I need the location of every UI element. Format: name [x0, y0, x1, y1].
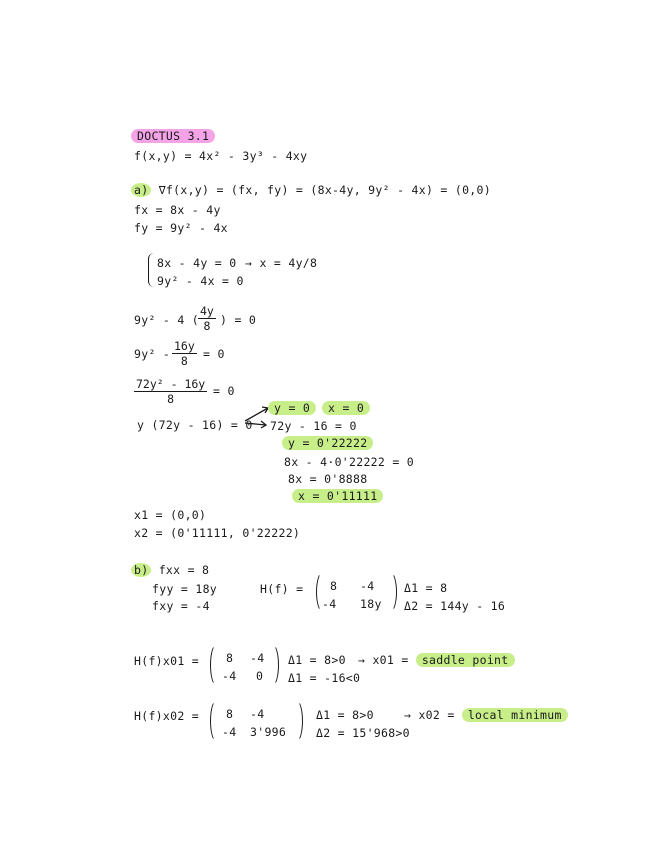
hessian-right-paren: [384, 572, 397, 612]
hessian-m11: 8: [330, 579, 338, 593]
branch-1-x: [322, 401, 370, 415]
hessian-x02-result: [404, 708, 568, 722]
part-b-label: b): [131, 563, 151, 577]
part-a-label: a): [131, 183, 151, 197]
part-b-line: [131, 563, 209, 577]
hessian-m21: -4: [322, 597, 337, 611]
system-eq-2: 9y² - 4x = 0: [157, 274, 244, 288]
x-equation-2: 8x = 0'8888: [288, 472, 368, 486]
hessian-x02-right-paren: [290, 700, 303, 742]
x-value: [292, 489, 383, 503]
substitution-1-right: ) = 0: [220, 313, 257, 327]
fyy-line: fyy = 18y: [152, 582, 218, 596]
fraction-numerator: 72y² - 16y: [136, 377, 206, 391]
y-value: [282, 436, 373, 450]
hessian-x01-result: [358, 653, 515, 667]
fraction-denominator: 8: [180, 354, 188, 368]
fraction-numerator: 4y: [200, 304, 214, 318]
fxy-line: fxy = -4: [152, 599, 210, 613]
substitution-2-right: = 0: [203, 347, 225, 361]
hessian-x02-m11: 8: [226, 707, 234, 721]
critical-point-2: x2 = (0'11111, 0'22222): [134, 526, 301, 540]
hessian-x01-m12: -4: [250, 651, 265, 665]
local-minimum-highlight: local minimum: [462, 708, 568, 722]
fy-line: fy = 9y² - 4x: [134, 221, 228, 235]
system-eq-1: 8x - 4y = 0: [157, 256, 237, 270]
hessian-m12: -4: [360, 579, 375, 593]
branch-1-x-highlight: x = 0: [322, 401, 370, 415]
hessian-m22: 18y: [360, 597, 382, 611]
title-highlight: DOCTUS 3.1: [131, 129, 215, 143]
hessian-x01-label: H(f)x01 =: [134, 654, 200, 668]
fx-line: fx = 8x - 4y: [134, 203, 221, 217]
hessian-label: H(f) =: [260, 582, 304, 596]
y-value-highlight: y = 0'22222: [282, 436, 373, 450]
branch-2-equation: 72y - 16 = 0: [270, 419, 357, 433]
hessian-x02-m22: 3'996: [250, 725, 287, 739]
hessian-x02-m12: -4: [250, 707, 265, 721]
hessian-x02-result-label: → x02 =: [404, 708, 455, 722]
hessian-x01-result-label: → x01 =: [358, 653, 409, 667]
factorization: y (72y - 16) = 0: [137, 418, 253, 432]
substitution-3-right: = 0: [213, 384, 235, 398]
saddle-point-highlight: saddle point: [416, 653, 515, 667]
hessian-x01-right-paren: [266, 644, 279, 686]
fxx-line: fxx = 8: [158, 563, 210, 577]
function-definition: f(x,y) = 4x² - 3y³ - 4xy: [134, 149, 308, 163]
hessian-x01-delta-1: Δ1 = 8>0: [288, 653, 346, 667]
substitution-2-left: 9y² -: [134, 347, 171, 361]
gradient-equation: ∇f(x,y) = (fx, fy) = (8x-4y, 9y² - 4x) = (0,0): [158, 183, 491, 197]
branch-1-y-highlight: y = 0: [268, 401, 316, 415]
hessian-x02-delta-2: Δ2 = 15'968>0: [316, 726, 410, 740]
x-equation-1: 8x - 4·0'22222 = 0: [284, 455, 415, 469]
fraction-denominator: 8: [203, 319, 211, 333]
hessian-x02-m21: -4: [222, 725, 237, 739]
fraction-numerator: 16y: [174, 339, 195, 353]
hessian-x02-label: H(f)x02 =: [134, 709, 200, 723]
substitution-1-left: 9y² - 4 (: [134, 313, 200, 327]
hessian-x02-delta-1: Δ1 = 8>0: [316, 708, 374, 722]
x-value-highlight: x = 0'11111: [292, 489, 383, 503]
system-eq-1-result: → x = 4y/8: [245, 256, 318, 270]
hessian-x01-delta-2: Δ1 = -16<0: [288, 671, 361, 685]
fraction-denominator: 8: [167, 392, 175, 406]
hessian-delta-2: Δ2 = 144y - 16: [404, 599, 506, 613]
hessian-x01-m21: -4: [222, 669, 237, 683]
hessian-x01-m22: 0: [256, 669, 264, 683]
branch-1-y: [268, 401, 316, 415]
hessian-x01-m11: 8: [226, 651, 234, 665]
critical-point-1: x1 = (0,0): [134, 508, 207, 522]
hessian-delta-1: Δ1 = 8: [404, 581, 448, 595]
